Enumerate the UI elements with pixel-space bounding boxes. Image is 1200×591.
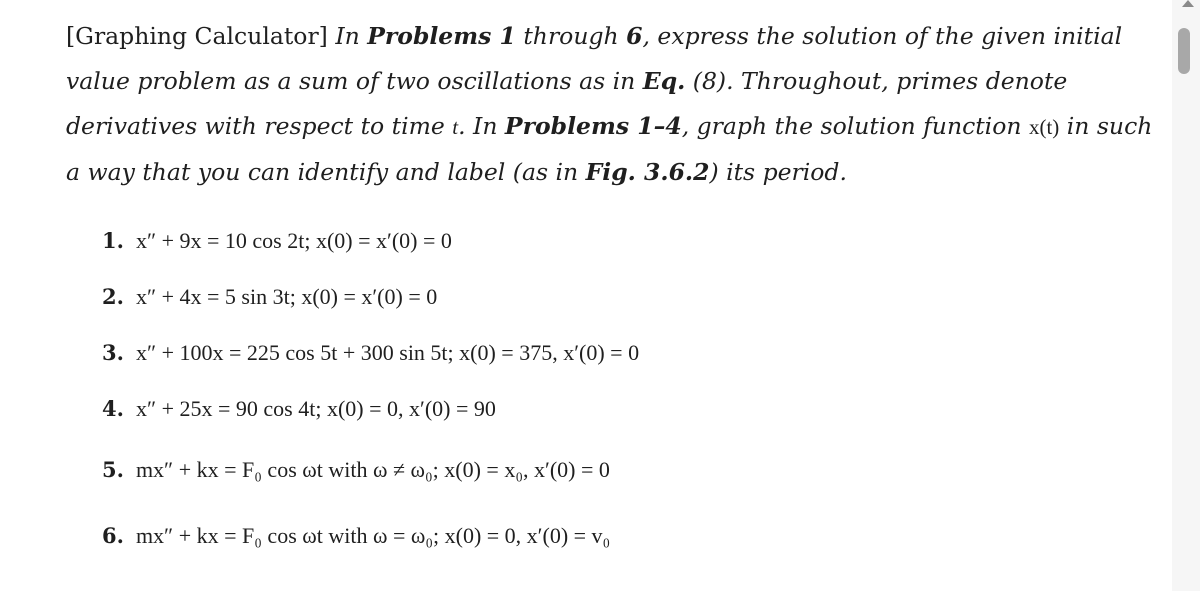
problem-equation: x″ + 100x = 225 cos 5t + 300 sin 5t; x(0) = 375, x′(0) = 0 (135, 340, 640, 365)
problem-number: 4. (102, 396, 124, 421)
problem-set (66, 14, 1156, 195)
graphing-calculator-tag: [Graphing Calculator] (66, 22, 328, 50)
problem-number: 3. (102, 340, 124, 365)
vertical-scrollbar[interactable] (1172, 0, 1200, 591)
intro-text-8: ) its period. (709, 158, 847, 186)
problems-ref-2: 6 (626, 22, 643, 50)
intro-text-7: in such a way that you can identify and label (as in (66, 112, 1153, 186)
intro-text-5: . In (458, 112, 505, 140)
problems-ref-1: Problems 1 (367, 22, 516, 50)
problem-equation: x″ + 4x = 5 sin 3t; x(0) = x′(0) = 0 (135, 284, 438, 309)
intro-text-1: In (327, 22, 368, 50)
problem-6 (102, 523, 610, 549)
intro-text-4: (8). Throughout, primes denote derivatives with respect to time (66, 67, 1068, 140)
equation-ref: Eq. (642, 67, 686, 95)
figure-ref: Fig. 3.6.2 (585, 158, 710, 186)
problem-number: 1. (102, 228, 124, 253)
problem-equation: x″ + 25x = 90 cos 4t; x(0) = 0, x′(0) = 90 (135, 396, 496, 421)
problem-equation: mx″ + kx = F₀ cos ωt with ω ≠ ω₀; x(0) = x₀, x′(0) = 0 (135, 457, 610, 482)
problem-number: 5. (102, 457, 124, 482)
problem-1 (102, 228, 452, 254)
instructions-paragraph (66, 14, 1156, 195)
problem-5 (102, 457, 610, 483)
intro-text-2: through (515, 22, 627, 50)
problem-number: 6. (102, 523, 124, 548)
solution-function: x(t) (1028, 115, 1060, 139)
problem-number: 2. (102, 284, 124, 309)
problem-equation: mx″ + kx = F₀ cos ωt with ω = ω₀; x(0) = 0, x′(0) = v₀ (135, 523, 611, 548)
scrollbar-thumb[interactable] (1178, 28, 1190, 74)
problem-4 (102, 396, 496, 422)
problem-equation: x″ + 9x = 10 cos 2t; x(0) = x′(0) = 0 (135, 228, 452, 253)
problem-2 (102, 284, 437, 310)
intro-text-3: , express the solution of the given initial value problem as a sum of two oscillations as in (66, 22, 1123, 95)
intro-text-6: , graph the solution function (681, 112, 1029, 140)
scroll-up-arrow-icon[interactable] (1182, 0, 1194, 7)
problems-ref-3: Problems 1–4 (504, 112, 682, 140)
problem-3 (102, 340, 639, 366)
time-variable: t (452, 115, 459, 139)
